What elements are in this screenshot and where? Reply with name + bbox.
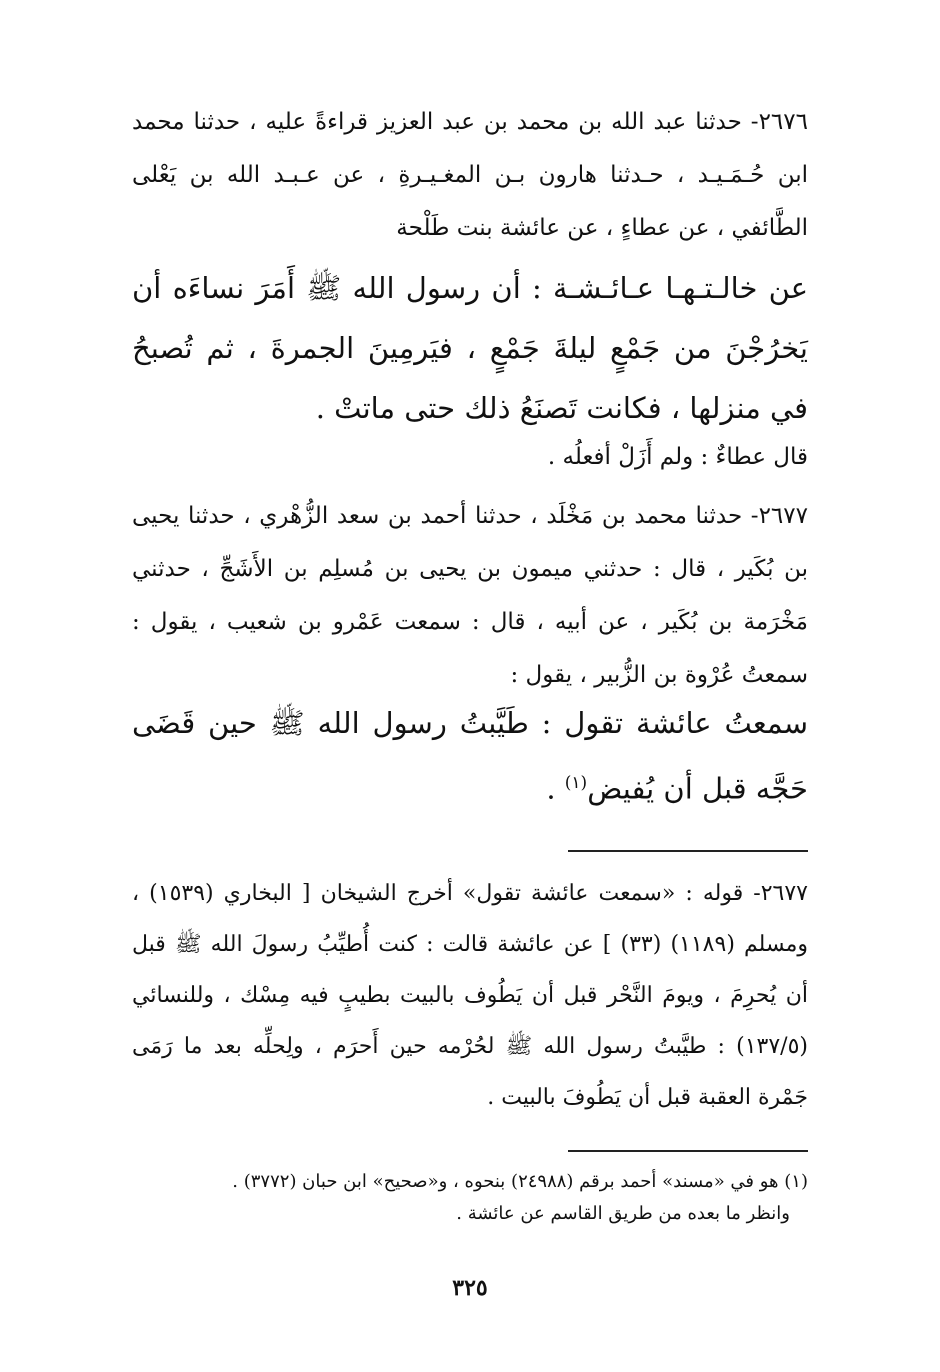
page-number: ٣٢٥: [452, 1275, 488, 1301]
hadith-2677-isnad: ٢٦٧٧- حدثنا محمد بن مَخْلَد ، حدثنا أحمد بن سعد الزُّهْري ، حدثنا يحيى بن بُكَير ، قال : حدثني ميمون بن يحيى بن مُسلِم بن الأَشَجِّ ، حدثني مَخْرَمة بن بُكَير ، عن أبيه ، قال : سمعت عَمْرو بن شعيب ، يقول : سمعتُ عُرْوة بن الزُّبير ، يقول :: [132, 503, 808, 688]
footnote-line-2: وانظر ما بعده من طريق القاسم عن عائشة .: [456, 1203, 790, 1224]
footnote-divider: [568, 1150, 808, 1152]
hadith-2677-matn: [132, 693, 808, 819]
hadith-2676-isnad: ٢٦٧٦- حدثنا عبد الله بن محمد بن عبد العزيز قراءةً عليه ، حدثنا محمد ابن حُـمَـيـد ، حـدثنا هارون بـن المغـيـرةِ ، عن عـبـد الله بن يَعْلى الطَّائفي ، عن عطاءٍ ، عن عائشة بنت طَلْحة: [132, 109, 808, 241]
footnote-line-1: (١) هو في «مسند» أحمد برقم (٢٤٩٨٨) بنحوه ، و«صحيح» ابن حبان (٣٧٧٢) .: [232, 1171, 808, 1192]
hadith-2677-matn-end: .: [546, 771, 565, 806]
footnote-marker: (١): [564, 773, 588, 793]
commentary-divider: [568, 850, 808, 852]
commentary-2677: ٢٦٧٧- قوله : «سمعت عائشة تقول» أخرج الشيخان [ البخاري (١٥٣٩) ، ومسلم (١١٨٩) (٣٣) ] عن عائشة قالت : كنت أُطيِّبُ رسولَ الله ﷺ قبل أن يُحرِمَ ، ويومَ النَّحْر قبل أن يَطُوف بالبيت بطيبٍ فيه مِسْك ، وللنسائي (١٣٧/٥) : طيَّبتُ رسول الله ﷺ لحُرْمه حين أَحرَم ، ولِحلِّه بعد ما رَمَى جَمْرة العقبة قبل أن يَطُوفَ بالبيت .: [132, 881, 808, 1110]
hadith-2676-matn: عن خالـتـهـا عـائـشـة : أن رسول الله ﷺ أَمَرَ نساءَه أن يَخرُجْنَ من جَمْعٍ ليلةَ جَمْعٍ ، فيَرمِينَ الجمرةَ ، ثم تُصبحُ في منزلها ، فكانت تَصنَعُ ذلك حتى ماتتْ .: [132, 271, 808, 425]
hadith-2677-matn-text: سمعتُ عائشة تقول : طَيَّبتُ رسول الله ﷺ حين قَضَى حَجَّه قبل أن يُفيض: [132, 706, 808, 806]
hadith-2676-ata-statement: قال عطاءٌ : ولم أَزَلْ أفعلُه .: [547, 444, 808, 470]
